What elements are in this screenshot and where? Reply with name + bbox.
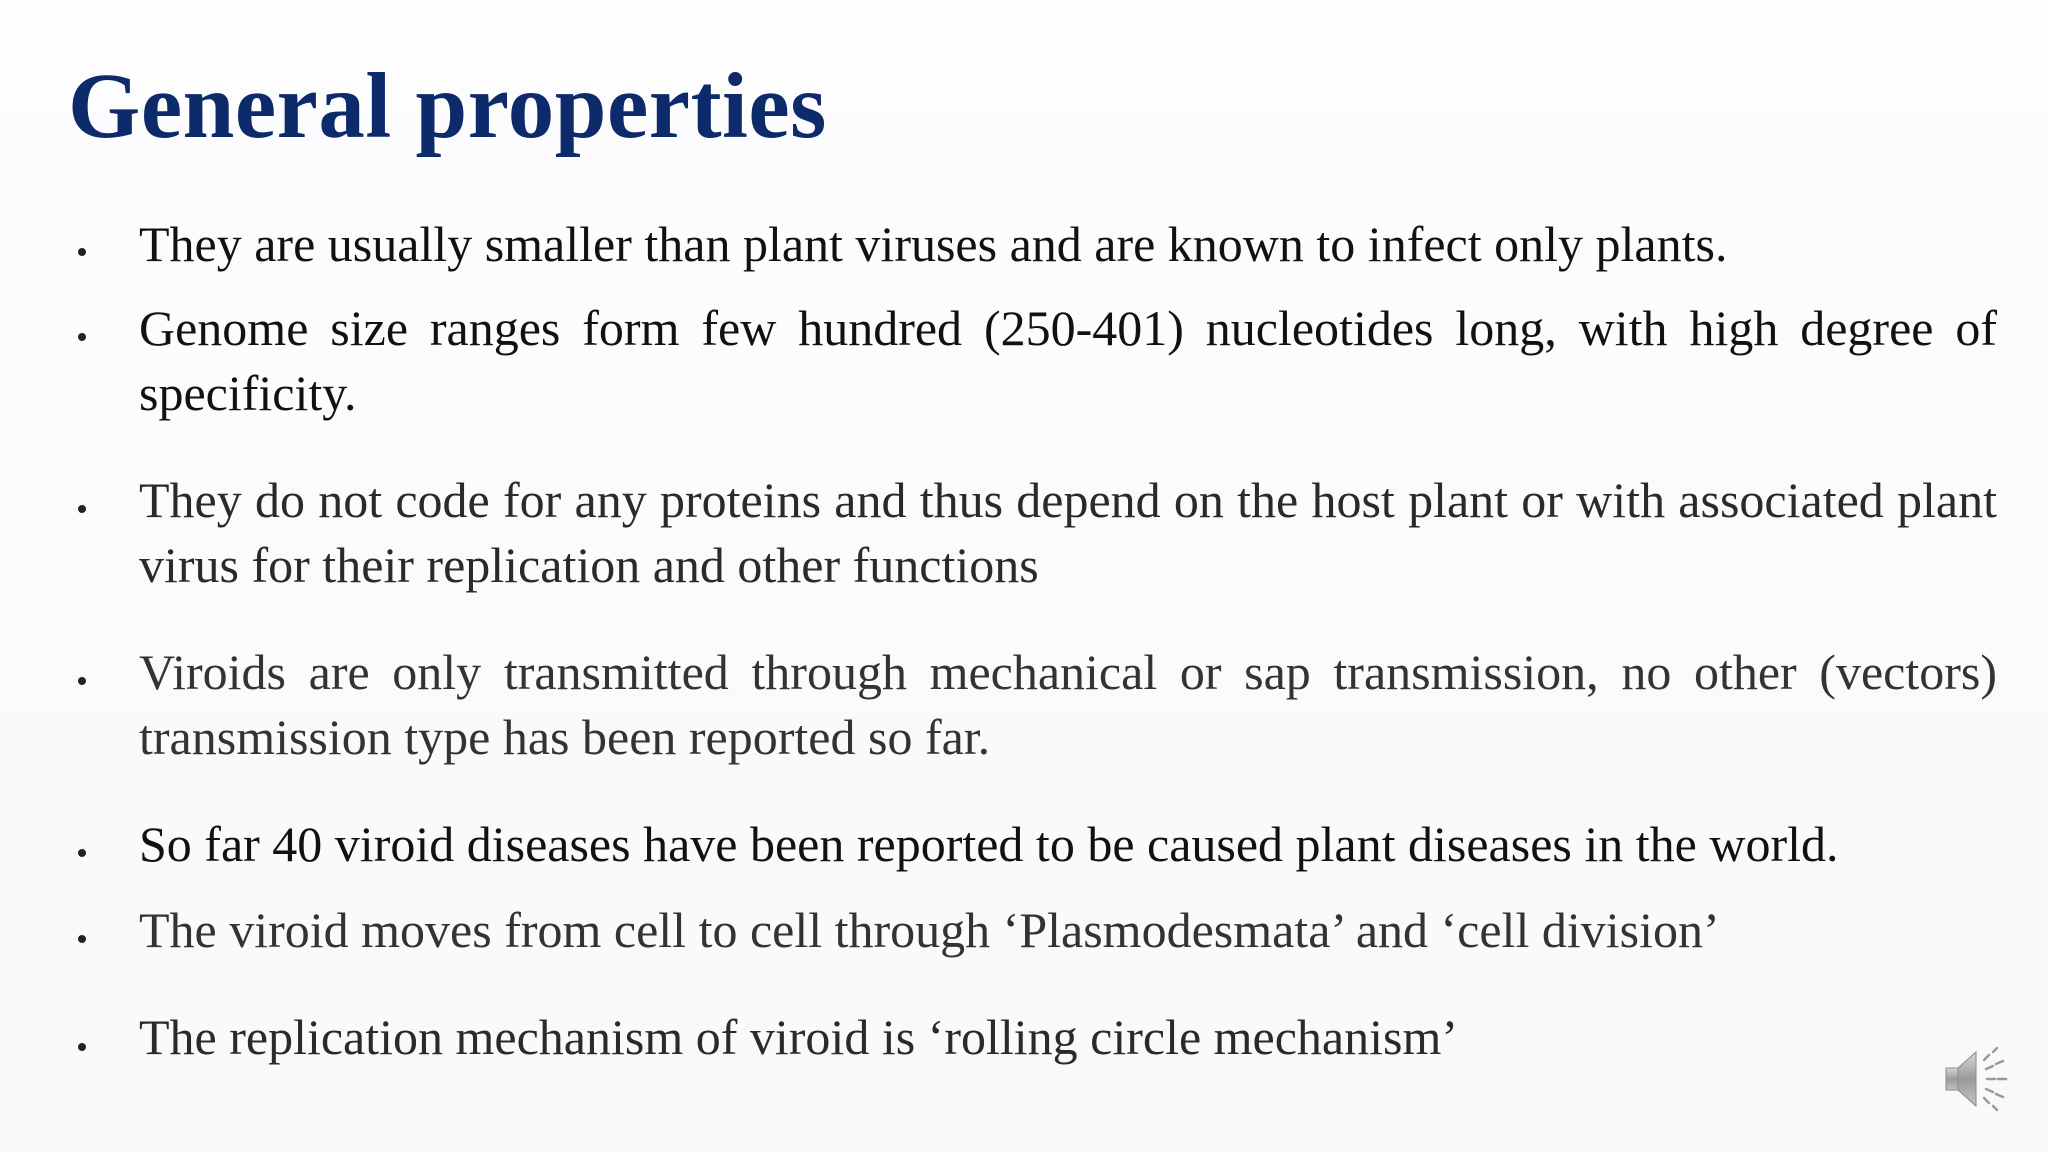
bullet-text: The viroid moves from cell to cell through ‘Plasmodesmata’ and ‘cell division’ [139,902,1720,958]
bullet-dot-icon [78,505,86,513]
bullet-dot-icon [78,333,86,341]
speaker-icon[interactable] [1940,1044,2014,1116]
bullet-dot-icon [78,677,86,685]
bullet-dot-icon [78,248,86,256]
bullet-text: They do not code for any proteins and thus depend on the host plant or with associated plant virus for their replication and other functions [139,472,1997,593]
bullet-dot-icon [78,1043,86,1051]
bullet-text: So far 40 viroid diseases have been reported to be caused plant diseases in the world. [139,816,1839,872]
slide-title: General properties [68,55,827,158]
bullet-text: They are usually smaller than plant viruses and are known to infect only plants. [139,216,1728,272]
bullet-dot-icon [78,935,86,943]
bullet-text: Genome size ranges form few hundred (250-401) nucleotides long, with high degree of specificity. [139,300,1997,421]
bullet-text: Viroids are only transmitted through mechanical or sap transmission, no other (vectors) transmission type has been reported so far. [139,644,1997,765]
bullet-text: The replication mechanism of viroid is ‘rolling circle mechanism’ [139,1009,1459,1065]
bullet-dot-icon [78,849,86,857]
